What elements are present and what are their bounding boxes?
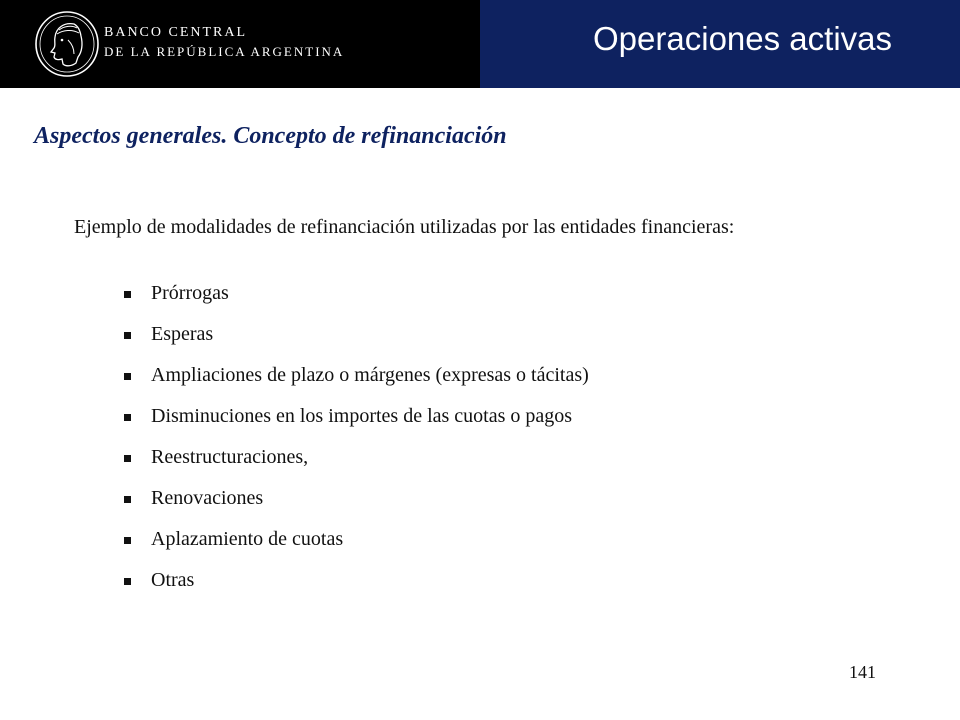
bullet-text: Prórrogas (151, 282, 229, 304)
header-banner (0, 0, 960, 88)
bullet-list (124, 273, 589, 601)
square-bullet-icon (124, 496, 131, 503)
brand-panel (0, 0, 480, 88)
bullet-item (124, 519, 589, 560)
bullet-text: Esperas (151, 323, 214, 345)
brand-name-line2: DE LA REPÚBLICA ARGENTINA (104, 44, 345, 59)
bullet-text: Renovaciones (151, 487, 264, 509)
page-number: 141 (849, 662, 876, 682)
bullet-item (124, 273, 589, 314)
bullet-item (124, 560, 589, 601)
intro-text: Ejemplo de modalidades de refinanciación utilizadas por las entidades financieras: (74, 216, 735, 238)
bcra-seal-icon (34, 10, 100, 78)
bullet-item (124, 314, 589, 355)
square-bullet-icon (124, 414, 131, 421)
square-bullet-icon (124, 578, 131, 585)
square-bullet-icon (124, 291, 131, 298)
slide-title: Aspectos generales. Concepto de refinanciación (34, 123, 507, 149)
bullet-text: Reestructuraciones, (151, 446, 309, 468)
square-bullet-icon (124, 332, 131, 339)
square-bullet-icon (124, 373, 131, 380)
brand-name-line1: BANCO CENTRAL (104, 25, 248, 40)
bullet-text: Disminuciones en los importes de las cuotas o pagos (151, 405, 573, 427)
bullet-text: Aplazamiento de cuotas (151, 528, 344, 550)
bullet-item (124, 478, 589, 519)
bullet-item (124, 396, 589, 437)
bullet-text: Ampliaciones de plazo o márgenes (expresas o tácitas) (151, 364, 589, 386)
section-panel (480, 0, 960, 88)
bullet-item (124, 355, 589, 396)
square-bullet-icon (124, 537, 131, 544)
bullet-item (124, 437, 589, 478)
square-bullet-icon (124, 455, 131, 462)
bullet-text: Otras (151, 569, 195, 591)
section-title: Operaciones activas (593, 20, 892, 57)
